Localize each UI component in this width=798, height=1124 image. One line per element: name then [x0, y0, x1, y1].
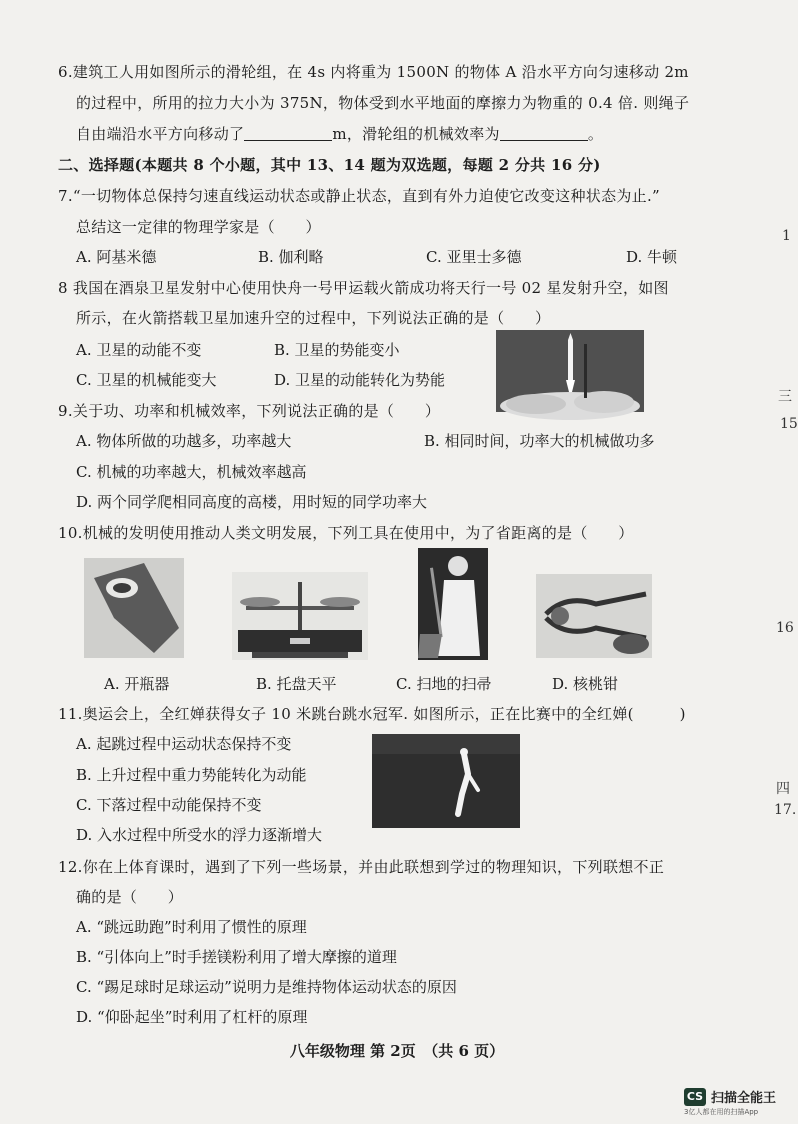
q11-option-c: C. 下落过程中动能保持不变 [76, 796, 262, 814]
q7-line-2: 总结这一定律的物理学家是（ ） [76, 218, 321, 236]
bottle-opener-photo [84, 558, 184, 658]
edge-mark-5: 四 [776, 781, 790, 797]
nutcracker-photo [536, 574, 652, 658]
broom-photo [418, 548, 488, 660]
q12-line-1: 12.你在上体育课时，遇到了下列一些场景，并由此联想到学过的物理知识，下列联想不正 [58, 858, 665, 876]
q6-line-2: 的过程中，所用的拉力大小为 375N，物体受到水平地面的摩擦力为物重的 0.4 倍. 则绳子 [76, 94, 690, 112]
q6-text-b: m，滑轮组的机械效率为 [332, 125, 500, 143]
q11-option-b: B. 上升过程中重力势能转化为动能 [76, 766, 307, 784]
q7-option-d: D. 牛顿 [626, 248, 678, 266]
q10-option-d: D. 核桃钳 [552, 675, 619, 693]
diver-icon [372, 734, 520, 828]
edge-mark-1: 1 [782, 228, 791, 244]
q6-blank-distance[interactable] [244, 126, 332, 141]
scanner-app-name: 扫描全能王 [711, 1091, 777, 1106]
bottle-opener-icon [84, 558, 184, 658]
q9-option-d: D. 两个同学爬相同高度的高楼，用时短的同学功率大 [76, 493, 428, 511]
q9-option-b: B. 相同时间，功率大的机械做功多 [424, 432, 655, 450]
edge-mark-6: 17. [774, 802, 797, 818]
q10-line-1: 10.机械的发明使用推动人类文明发展，下列工具在使用中，为了省距离的是（ ） [58, 524, 634, 542]
q8-option-a: A. 卫星的动能不变 [76, 341, 202, 359]
q8-option-d: D. 卫星的动能转化为势能 [274, 371, 446, 389]
q12-line-2: 确的是（ ） [76, 888, 184, 906]
broom-icon [418, 548, 488, 660]
nutcracker-icon [536, 574, 652, 658]
edge-mark-3: 15 [780, 416, 798, 432]
balance-scale-icon [232, 572, 368, 660]
q11-option-d: D. 入水过程中所受水的浮力逐渐增大 [76, 826, 323, 844]
diver-photo [372, 734, 520, 828]
q7-line-1: 7.“一切物体总保持匀速直线运动状态或静止状态，直到有外力迫使它改变这种状态为止.” [58, 187, 661, 205]
q11-option-a: A. 起跳过程中运动状态保持不变 [76, 735, 292, 753]
rocket-icon [496, 330, 644, 412]
q6-line-3 [76, 124, 603, 144]
scanner-tagline: 3亿人都在用的扫描App [684, 1108, 759, 1116]
page-footer: 八年级物理 第 2页 （共 6 页） [289, 1042, 505, 1060]
cs-logo-icon: CS [684, 1088, 706, 1106]
rocket-launch-photo [496, 330, 644, 412]
edge-mark-2: 三 [778, 389, 792, 405]
q10-option-c: C. 扫地的扫帚 [396, 675, 492, 693]
q8-line-2: 所示，在火箭搭载卫星加速升空的过程中，下列说法正确的是（ ） [76, 309, 551, 327]
q9-option-c: C. 机械的功率越大，机械效率越高 [76, 463, 307, 481]
q9-option-a: A. 物体所做的功越多，功率越大 [76, 432, 292, 450]
balance-scale-photo [232, 572, 368, 660]
q7-option-c: C. 亚里士多德 [426, 248, 522, 266]
q8-line-1: 8 我国在酒泉卫星发射中心使用快舟一号甲运载火箭成功将天行一号 02 星发射升空，如图 [58, 279, 669, 297]
q8-option-c: C. 卫星的机械能变大 [76, 371, 217, 389]
q12-option-c: C. “踢足球时足球运动”说明力是维持物体运动状态的原因 [76, 978, 457, 996]
scanner-watermark [684, 1087, 776, 1106]
q7-option-b: B. 伽利略 [258, 248, 324, 266]
q12-option-a: A. “跳远助跑”时利用了惯性的原理 [76, 918, 307, 936]
q7-option-a: A. 阿基米德 [76, 248, 157, 266]
q11-line-1: 11.奥运会上，全红婵获得女子 10 米跳台跳水冠军. 如图所示，正在比赛中的全红婵( ) [58, 705, 686, 723]
edge-mark-4: 16 [776, 620, 794, 636]
q10-option-a: A. 开瓶器 [104, 675, 170, 693]
q12-option-d: D. “仰卧起坐”时利用了杠杆的原理 [76, 1008, 308, 1026]
q6-line-1: 6.建筑工人用如图所示的滑轮组，在 4s 内将重为 1500N 的物体 A 沿水平方向匀速移动 2m [58, 63, 689, 81]
q8-option-b: B. 卫星的势能变小 [274, 341, 400, 359]
q6-text-c: 。 [587, 125, 604, 143]
q6-blank-efficiency[interactable] [500, 126, 588, 141]
q10-option-b: B. 托盘天平 [256, 675, 337, 693]
q9-line-1: 9.关于功、功率和机械效率，下列说法正确的是（ ） [58, 402, 441, 420]
section-2-heading: 二、选择题(本题共 8 个小题，其中 13、14 题为双选题，每题 2 分共 16 分) [58, 156, 601, 174]
q6-text-a: 自由端沿水平方向移动了 [76, 125, 245, 143]
q12-option-b: B. “引体向上”时手搓镁粉利用了增大摩擦的道理 [76, 948, 397, 966]
